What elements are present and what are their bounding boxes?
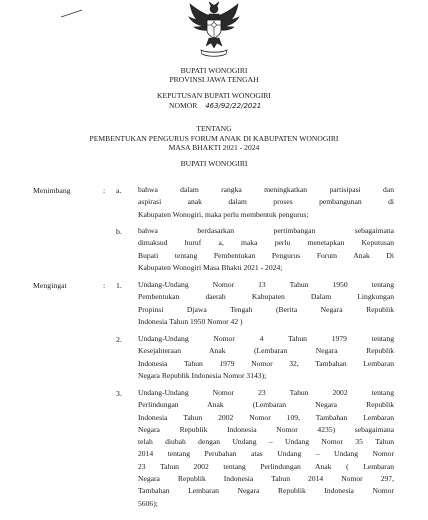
nomor-value: 463/92/22/2021 xyxy=(205,102,262,110)
mengingat-3-line: Negara Republik Indonesia Nomor 4235) sebagaimana xyxy=(138,424,394,434)
mengingat-2-marker: 2. xyxy=(116,335,122,344)
official-title: BUPATI WONOGIRI xyxy=(180,66,248,75)
menimbang-b-line: dimaksud huruf a, maka perlu menetapkan Keputusan xyxy=(138,238,394,248)
mengingat-2-line: Undang-Undang Nomor 4 Tahun 1979 tentang xyxy=(138,334,394,343)
mengingat-1-text xyxy=(138,279,394,328)
mengingat-2-text xyxy=(138,333,394,382)
decree-number xyxy=(169,101,261,110)
about-label: TENTANG xyxy=(196,124,232,133)
mengingat-3-line: Negara Republik Indonesia Tahun 2014 Nomor 297, xyxy=(138,474,394,484)
mengingat-3-line: Undang-Undang Nomor 23 Tahun 2002 tentang xyxy=(138,388,394,397)
mengingat-2-line: Indonesia Tahun 1979 Nomor 32, Tambahan Lembaran xyxy=(138,358,394,368)
province-title: PROVINSI JAWA TENGAH xyxy=(169,75,259,84)
issuer-title: BUPATI WONOGIRI xyxy=(180,159,248,168)
menimbang-b-marker: b. xyxy=(116,227,122,236)
subject-line-2: MASA BHAKTI 2021 - 2024 xyxy=(168,143,260,152)
mengingat-3-line: Indonesia Tahun 2002 Nomor 109, Tambahan Lembaran xyxy=(138,412,394,422)
menimbang-b-line: Bupati tentang Pembentukan Pengurus Forum Anak Di xyxy=(138,250,394,260)
mengingat-1-line: Pembentukan daerah Kabupaten Dalam Lingkungan xyxy=(138,292,394,302)
mengingat-3-line: Tambahan Lembaran Negara Republik Indonesia Nomor xyxy=(138,486,394,496)
mengingat-3-line: 5606); xyxy=(138,498,158,508)
mengingat-label: Mengingat xyxy=(33,281,67,290)
mengingat-2-line: Negara Republik Indonesia Nomor 3143); xyxy=(138,370,267,380)
mengingat-1-line: Propinsi Djawa Tengah (Berita Negara Republik xyxy=(138,304,394,314)
menimbang-a-marker: a. xyxy=(116,186,122,195)
subject-line-1: PEMBENTUKAN PENGURUS FORUM ANAK DI KABUPATEN WONOGIRI xyxy=(89,134,339,143)
menimbang-b-line: bahwa berdasarkan pertimbangan sebagaimana xyxy=(138,226,394,235)
mengingat-3-marker: 3. xyxy=(116,389,122,398)
mengingat-colon: : xyxy=(103,281,106,290)
mengingat-3-line: 23 Tahun 2002 tentang Perlindungan Anak ( Lembaran xyxy=(138,461,394,471)
menimbang-a-line: Kabupaten Wonogiri, maka perlu membentuk pengurus; xyxy=(138,209,309,219)
mengingat-3-text xyxy=(138,387,394,510)
menimbang-label: Menimbang xyxy=(33,186,71,195)
mengingat-3-line: 2014 tentang Perubahan atas Undang – Undang Nomor xyxy=(138,449,394,459)
menimbang-a-line: aspirasi anak dalam proses pembangunan di xyxy=(138,197,394,207)
nomor-label: NOMOR xyxy=(169,101,198,110)
menimbang-b-text xyxy=(138,225,394,274)
menimbang-a-line: bahwa dalam rangka meningkatkan partisipasi dan xyxy=(138,185,394,194)
menimbang-b-line: Kabupaten Wonogiri Masa Bhakti 2021 - 2024; xyxy=(138,262,283,272)
mengingat-1-line: Undang-Undang Nomor 13 Tahun 1950 tentang xyxy=(138,280,394,289)
pen-mark xyxy=(60,8,84,20)
mengingat-3-line: Perlindungan Anak (Lembaran Negara Republik xyxy=(138,400,394,410)
mengingat-3-line: telah diubah dengan Undang – Undang Nomor 35 Tahun xyxy=(138,437,394,447)
decree-title: KEPUTUSAN BUPATI WONOGIRI xyxy=(157,91,271,100)
garuda-emblem-icon xyxy=(185,0,243,60)
mengingat-1-marker: 1. xyxy=(116,281,122,290)
mengingat-2-line: Kesejahteraan Anak (Lembaran Negara Republik xyxy=(138,346,394,356)
menimbang-colon: : xyxy=(103,186,106,195)
mengingat-1-line: Indonesia Tahun 1950 Nomor 42 ) xyxy=(138,316,243,326)
menimbang-a-text xyxy=(138,184,394,221)
